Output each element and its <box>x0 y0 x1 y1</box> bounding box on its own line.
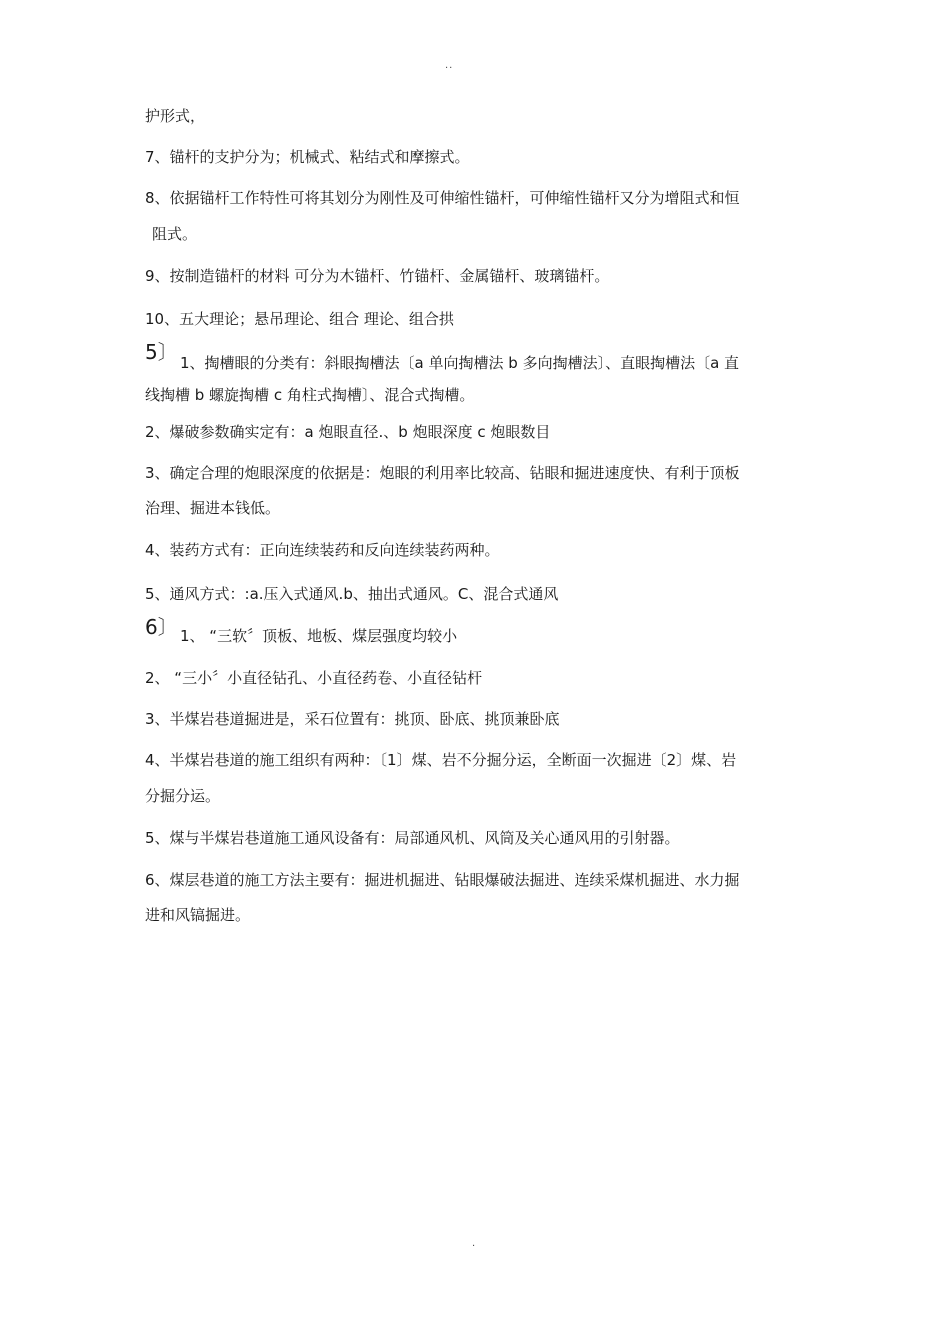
paragraph-line: 分掘分运。 <box>145 787 221 805</box>
section-mark: 6〕 <box>145 615 178 639</box>
paragraph-line: 8、依据锚杆工作特性可将其划分为刚性及可伸缩性锚杆，可伸缩性锚杆又分为增阻式和恒 <box>145 189 740 207</box>
paragraph-line: 4、半煤岩巷道的施工组织有两种：〔1〕煤、岩不分掘分运，全断面一次掘进〔2〕煤、岩 <box>145 751 737 769</box>
footer-mark: . <box>472 1238 476 1249</box>
paragraph-line: 治理、掘进本钱低。 <box>145 499 281 517</box>
paragraph-line: 5、煤与半煤岩巷道施工通风设备有：局部通风机、风筒及关心通风用的引射器。 <box>145 829 680 847</box>
paragraph-line: 进和风镐掘进。 <box>145 906 251 924</box>
section-mark: 5〕 <box>145 340 178 364</box>
section-first-line: 1、掏槽眼的分类有：斜眼掏槽法〔a 单向掏槽法 b 多向掏槽法〕、直眼掏槽法〔a 直 <box>180 354 740 372</box>
paragraph-line: 10、五大理论；悬吊理论、组合 理论、组合拱 <box>145 310 454 328</box>
paragraph-line: 5、通风方式：:a.压入式通风.b、抽出式通风。C、混合式通风 <box>145 585 559 603</box>
paragraph-line: 3、半煤岩巷道掘进是，采石位置有：挑顶、卧底、挑顶兼卧底 <box>145 710 560 728</box>
paragraph-line: 9、按制造锚杆的材料 可分为木锚杆、竹锚杆、金属锚杆、玻璃锚杆。 <box>145 267 610 285</box>
paragraph-line: 线掏槽 b 螺旋掏槽 c 角柱式掏槽〕、混合式掏槽。 <box>145 386 475 404</box>
section-first-line: 1、 “三软〞顶板、地板、煤层强度均较小 <box>180 627 458 645</box>
paragraph-line: 2、爆破参数确实定有：a 炮眼直径.、b 炮眼深度 c 炮眼数目 <box>145 423 551 441</box>
paragraph-line: 2、 “三小〞小直径钻孔、小直径药卷、小直径钻杆 <box>145 669 483 687</box>
paragraph-line: 3、确定合理的炮眼深度的依据是：炮眼的利用率比较高、钻眼和掘进速度快、有利于顶板 <box>145 464 740 482</box>
paragraph-line: 7、锚杆的支护分为；机械式、粘结式和摩擦式。 <box>145 148 470 166</box>
paragraph-line: 6、煤层巷道的施工方法主要有：掘进机掘进、钻眼爆破法掘进、连续采煤机掘进、水力掘 <box>145 871 740 889</box>
paragraph-line: 4、装药方式有：正向连续装药和反向连续装药两种。 <box>145 541 500 559</box>
paragraph-line: 护形式， <box>145 107 206 125</box>
paragraph-line: 阻式。 <box>152 225 198 243</box>
header-mark: .. <box>445 60 454 71</box>
